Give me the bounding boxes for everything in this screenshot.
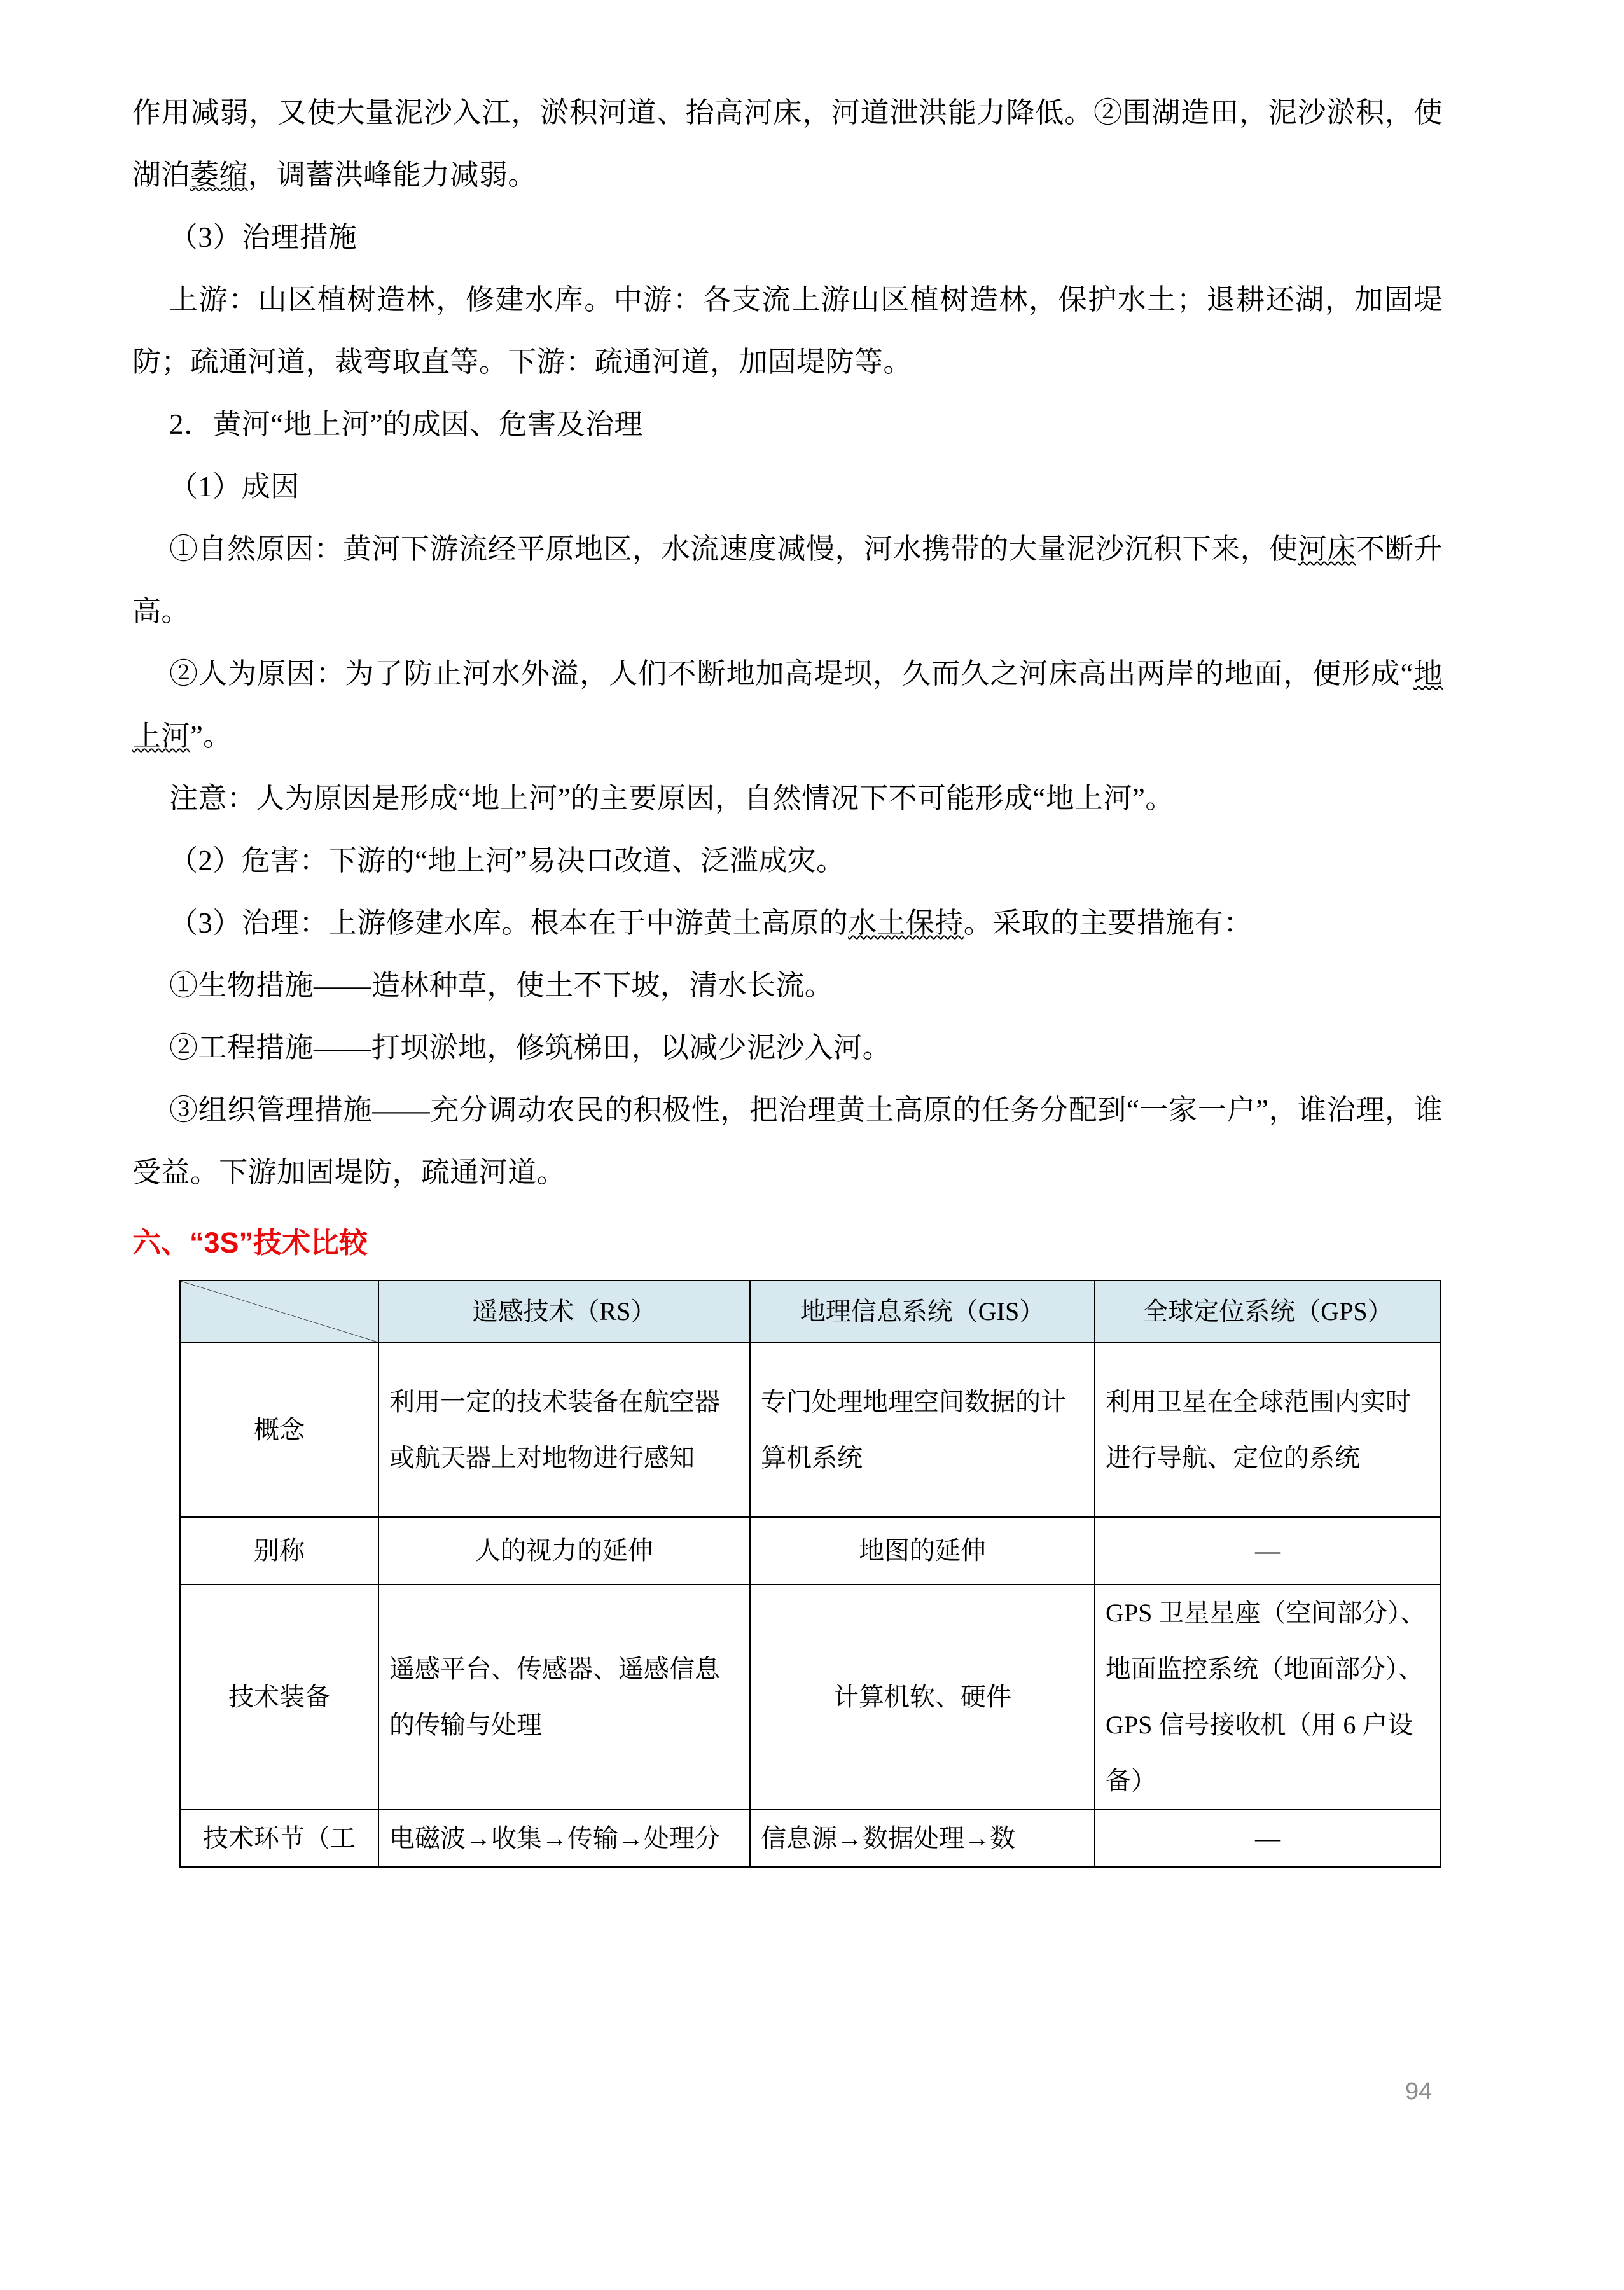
table-row bbox=[180, 1810, 1441, 1867]
table-cell-rs: 遥感平台、传感器、遥感信息的传输与处理 bbox=[378, 1585, 750, 1810]
diagonal-divider-icon bbox=[181, 1281, 378, 1342]
text-run: （3）治理措施 bbox=[169, 221, 357, 253]
p-cause-title bbox=[132, 455, 1443, 518]
text-run: ③组织管理措施——充分调动农民的积极性，把治理黄土高原的任务分配到“一家一户”，谁治理，谁受益。下游加固堤防，疏通河道。 bbox=[132, 1094, 1443, 1188]
table-row bbox=[180, 1517, 1441, 1585]
text-run: ②人为原因：为了防止河水外溢，人们不断地加高堤坝，久而久之河床高出两岸的地面，便形成“ bbox=[169, 658, 1413, 690]
table-cell-rs: 人的视力的延伸 bbox=[378, 1517, 750, 1585]
table-cell-gps: 利用卫星在全球范围内实时进行导航、定位的系统 bbox=[1095, 1343, 1441, 1517]
p-flood-continued bbox=[132, 81, 1443, 206]
table-cell-gps: — bbox=[1095, 1517, 1441, 1585]
text-run: （3）治理：上游修建水库。根本在于中游黄土高原的 bbox=[169, 907, 849, 939]
text-run: ，调蓄洪峰能力减弱。 bbox=[247, 159, 537, 191]
p-harm bbox=[132, 829, 1443, 892]
wavy-underlined-term: 地上河 bbox=[132, 658, 1443, 752]
table-row-label: 别称 bbox=[180, 1517, 378, 1585]
table-row-label: 技术环节（工 bbox=[180, 1810, 378, 1867]
table-cell-rs: 电磁波→收集→传输→处理分 bbox=[378, 1810, 750, 1867]
table-3s-wrapper bbox=[179, 1280, 1440, 1868]
table-row bbox=[180, 1585, 1441, 1810]
text-run: 2．黄河“地上河”的成因、危害及治理 bbox=[169, 408, 643, 440]
wavy-underlined-term: 河床 bbox=[1298, 533, 1356, 565]
text-run: ”。 bbox=[190, 720, 232, 752]
p-cause-human bbox=[132, 642, 1443, 767]
text-run: 作用减弱，又使大量泥沙入江，淤积河道、抬高河床，河道泄洪能力降低。②围湖造田，泥沙淤积，使湖泊 bbox=[132, 97, 1443, 191]
text-run: ②工程措施——打坝淤地，修筑梯田，以减少泥沙入河。 bbox=[169, 1032, 892, 1064]
section-heading-3s: 六、“3S”技术比较 bbox=[132, 1226, 368, 1259]
table-row-label: 技术装备 bbox=[180, 1585, 378, 1810]
table-cell-gis: 地图的延伸 bbox=[750, 1517, 1095, 1585]
table-header-rs: 遥感技术（RS） bbox=[378, 1280, 750, 1343]
table-cell-gps: GPS 卫星星座（空间部分）、地面监控系统（地面部分）、GPS 信号接收机（用 6 户设备） bbox=[1095, 1585, 1441, 1810]
body-text bbox=[132, 81, 1443, 1204]
page-number: 94 bbox=[1405, 2078, 1433, 2105]
table-cell-gps: — bbox=[1095, 1810, 1441, 1867]
p-cause-natural bbox=[132, 518, 1443, 642]
table-header-gps: 全球定位系统（GPS） bbox=[1095, 1280, 1441, 1343]
table-header-gis: 地理信息系统（GIS） bbox=[750, 1280, 1095, 1343]
text-run: ①生物措施——造林种草，使土不下坡，清水长流。 bbox=[169, 969, 834, 1001]
table-corner-diagonal-cell bbox=[180, 1280, 378, 1343]
p-treatment bbox=[132, 892, 1443, 954]
text-run: （1）成因 bbox=[169, 471, 300, 503]
page-content bbox=[132, 81, 1443, 1868]
table-cell-rs: 利用一定的技术装备在航空器或航天器上对地物进行感知 bbox=[378, 1343, 750, 1517]
p-yellow-river-title bbox=[132, 393, 1443, 455]
text-run: 注意：人为原因是形成“地上河”的主要原因，自然情况下不可能形成“地上河”。 bbox=[169, 782, 1174, 814]
table-cell-gis: 信息源→数据处理→数 bbox=[750, 1810, 1095, 1867]
p-measures-title bbox=[132, 206, 1443, 268]
p-bio bbox=[132, 954, 1443, 1017]
table-cell-gis: 计算机软、硬件 bbox=[750, 1585, 1095, 1810]
table-header-row bbox=[180, 1280, 1441, 1343]
table-row bbox=[180, 1343, 1441, 1517]
table-cell-gis: 专门处理地理空间数据的计算机系统 bbox=[750, 1343, 1095, 1517]
p-engineering bbox=[132, 1017, 1443, 1079]
table-row-label: 概念 bbox=[180, 1343, 378, 1517]
p-organization bbox=[132, 1079, 1443, 1204]
wavy-underlined-term: 萎缩 bbox=[190, 159, 248, 191]
text-run: 上游：山区植树造林，修建水库。中游：各支流上游山区植树造林，保护水土；退耕还湖，加固堤防；疏通河道，裁弯取直等。下游：疏通河道，加固堤防等。 bbox=[132, 284, 1443, 378]
p-note bbox=[132, 767, 1443, 829]
text-run: （2）危害：下游的“地上河”易决口改道、泛滥成灾。 bbox=[169, 845, 845, 877]
wavy-underlined-term: 水土保持 bbox=[848, 907, 964, 939]
p-measures-body bbox=[132, 268, 1443, 393]
text-run: ①自然原因：黄河下游流经平原地区，水流速度减慢，河水携带的大量泥沙沉积下来，使 bbox=[169, 533, 1298, 565]
table-3s-comparison bbox=[179, 1280, 1441, 1868]
text-run: 不断升高。 bbox=[132, 533, 1443, 627]
text-run: 。采取的主要措施有： bbox=[963, 907, 1253, 939]
